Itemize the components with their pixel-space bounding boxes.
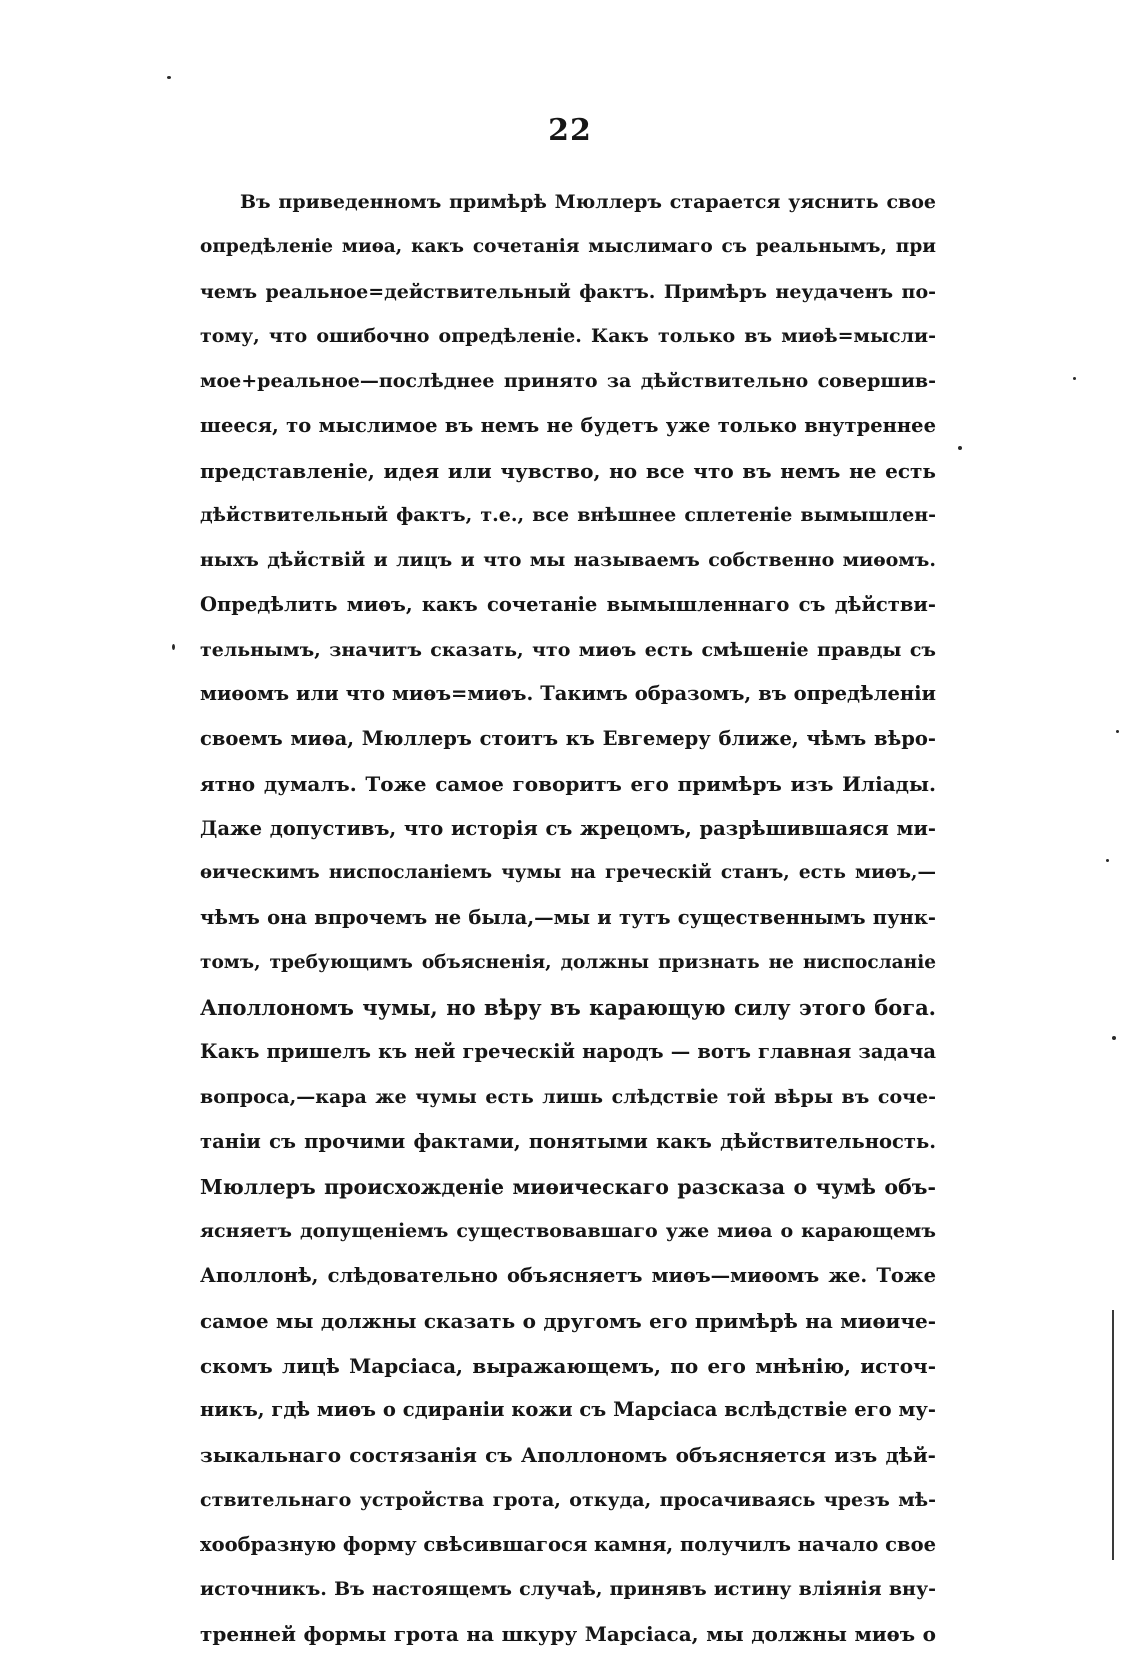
scan-speck [958,446,962,450]
text-line: источникъ. Въ настоящемъ случаѣ, принявъ истину вліянія вну- [200,1578,936,1601]
text-line: миѳомъ или что миѳъ=миѳъ. Такимъ образомъ, въ опредѣленіи [200,682,936,706]
text-line: тренней формы грота на шкуру Марсіаса, мы должны миѳъ о [200,1622,936,1646]
text-line: Опредѣлить миѳъ, какъ сочетаніе вымышленнаго съ дѣйстви- [200,592,936,616]
text-line: дѣйствительный фактъ, т.е., все внѣшнее сплетеніе вымышлен- [200,504,936,527]
text-line: скомъ лицѣ Марсіаса, выражающемъ, по его мнѣнію, источ- [200,1353,936,1378]
text-line: опредѣленіе миѳа, какъ сочетанія мыслимаго съ реальнымъ, при [200,235,936,257]
text-line: ясняетъ допущеніемъ существовавшаго уже миѳа о карающемъ [200,1220,936,1243]
text-line: самое мы должны сказать о другомъ его примѣрѣ на миѳиче- [200,1308,936,1333]
text-line: чемъ реальное=действительный фактъ. Примѣръ неудаченъ по- [200,280,936,303]
text-line: Даже допустивъ, что исторія съ жрецомъ, разрѣшившаяся ми- [200,816,936,840]
text-line: мое+реальное—послѣднее принято за дѣйствительно совершив- [200,370,936,392]
text-line: представленіе, идея или чувство, но все что въ немъ не есть [200,458,936,483]
text-line: ствительнаго устройства грота, откуда, просачиваясь чрезъ мѣ- [200,1488,936,1511]
text-line: Въ приведенномъ примѣрѣ Мюллеръ старается уяснить свое [240,191,936,213]
text-line: никъ, гдѣ миѳъ о сдираніи кожи съ Марсіаса вслѣдствіе его му- [200,1398,936,1422]
text-line: вопроса,—кара же чумы есть лишь слѣдствіе той вѣры въ соче- [200,1086,936,1108]
scan-speck [1106,859,1109,862]
text-line: хообразную форму свѣсившагося камня, получилъ начало свое [200,1532,936,1556]
text-line: Аполлономъ чумы, но вѣру въ карающую силу этого бога. [200,994,936,1020]
text-line: тельнымъ, значитъ сказать, что миѳъ есть смѣшеніе правды съ [200,638,936,661]
scan-edge-line [1112,1310,1114,1560]
scan-speck [167,76,171,79]
scan-speck [1112,1036,1116,1040]
scan-speck [172,644,175,650]
page-number: 22 [548,113,592,148]
body-text [200,180,936,1657]
text-line: ныхъ дѣйствій и лицъ и что мы называемъ собственно миѳомъ. [200,549,936,571]
text-line: тому, что ошибочно опредѣленіе. Какъ только въ миѳѣ=мысли- [200,325,936,348]
text-line: ѳическимъ ниспосланіемъ чумы на греческій станъ, есть миѳъ,— [200,862,936,884]
text-line: чѣмъ она впрочемъ не была,—мы и тутъ существеннымъ пунк- [200,906,936,929]
text-line: Мюллеръ происхожденіе миѳическаго разсказа о чумѣ объ- [200,1174,936,1199]
text-line: ятно думалъ. Тоже самое говоритъ его примѣръ изъ Иліады. [200,771,936,796]
text-line: шееся, то мыслимое въ немъ не будетъ уже только внутреннее [200,413,936,437]
text-line: Аполлонѣ, слѣдовательно объясняетъ миѳъ—миѳомъ же. Тоже [200,1264,936,1287]
text-line: Какъ пришелъ къ ней греческій народъ — вотъ главная задача [200,1040,936,1064]
text-line: таніи съ прочими фактами, понятыми какъ дѣйствительность. [200,1129,936,1153]
scan-speck [1116,730,1119,733]
text-line: зыкальнаго состязанія съ Аполлономъ объясняется изъ дѣй- [200,1443,936,1467]
scan-speck [1073,377,1076,380]
text-line: томъ, требующимъ объясненія, должны признать не ниспосланіе [200,951,936,973]
text-line: своемъ миѳа, Мюллеръ стоитъ къ Евгемеру ближе, чѣмъ вѣро- [200,727,936,750]
